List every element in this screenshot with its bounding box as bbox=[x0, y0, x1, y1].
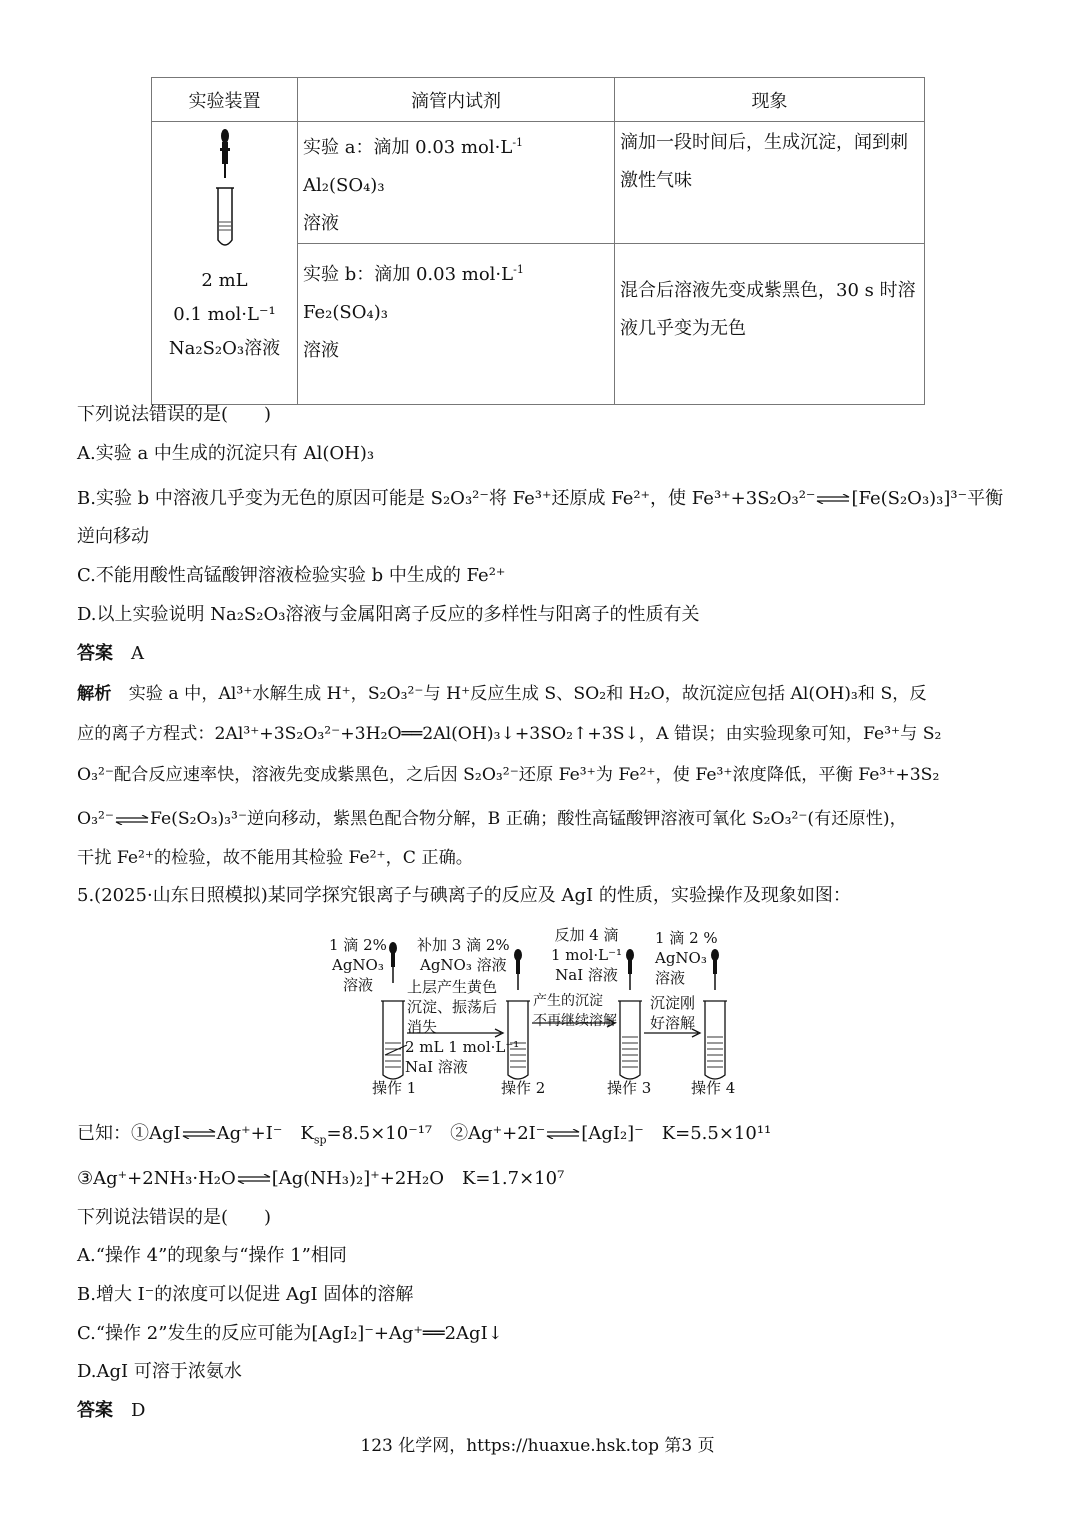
equilibrium-arrow-icon bbox=[114, 815, 150, 825]
op3-label: 操作 3 bbox=[607, 1079, 652, 1097]
table-header: 现象 bbox=[615, 78, 925, 122]
reagent-cell-b: 实验 b：滴加 0.03 $mol\cdot L^{-1}$ Fe₂(SO₄)₃ 溶液 bbox=[298, 244, 615, 405]
drop4-label: 1 滴 2 % AgNO₃ 溶液 bbox=[655, 929, 718, 987]
arrow1-label: 上层产生黄色 沉淀、振荡后 消失 bbox=[407, 978, 498, 1036]
experiment-table bbox=[151, 77, 925, 405]
equilibrium-arrow-icon bbox=[545, 1129, 581, 1139]
op1-label: 操作 1 bbox=[372, 1079, 417, 1097]
reagent-cell-a: 实验 a：滴加 0.03 $mol\cdot L^{-1}$ Al₂(SO₄)₃ 溶液 bbox=[298, 122, 615, 244]
apparatus-cell bbox=[152, 122, 298, 405]
q5-stem: 5.(2025·山东日照模拟)某同学探究银离子与碘离子的反应及 AgI 的性质，实验操作及现象如图： bbox=[77, 885, 851, 906]
phenomenon-cell-a: 滴加一段时间后，生成沉淀，闻到刺激性气味 bbox=[615, 122, 925, 244]
q5-figure bbox=[325, 925, 755, 1100]
table-header: 实验装置 bbox=[152, 78, 298, 122]
equilibrium-arrow-icon bbox=[181, 1129, 217, 1139]
q4-analysis-line5: 干扰 Fe²⁺的检验，故不能用其检验 Fe²⁺，C 正确。 bbox=[77, 848, 473, 868]
page-footer: 123 化学网，https://huaxue.hsk.top 第3 页 bbox=[360, 1436, 715, 1456]
q5-stem2: 下列说法错误的是( ) bbox=[77, 1207, 272, 1228]
q5-option-b: B.增大 I⁻的浓度可以促进 AgI 固体的溶解 bbox=[77, 1284, 414, 1305]
q4-option-c: C.不能用酸性高锰酸钾溶液检验实验 b 中生成的 Fe²⁺ bbox=[77, 565, 506, 586]
equilibrium-arrow-icon bbox=[815, 494, 851, 504]
drop3-label: 反加 4 滴 1 mol·L⁻¹ NaI 溶液 bbox=[551, 926, 623, 984]
q5-known-2: ③Ag⁺+2NH₃·H₂O [Ag(NH₃)₂]⁺+2H₂O K=1.7×10⁷ bbox=[77, 1168, 565, 1189]
q4-option-d: D.以上实验说明 Na₂S₂O₃溶液与金属阳离子反应的多样性与阳离子的性质有关 bbox=[77, 604, 700, 625]
q5-option-a: A.“操作 4”的现象与“操作 1”相同 bbox=[77, 1245, 347, 1266]
op2-label: 操作 2 bbox=[501, 1079, 546, 1097]
phenomenon-cell-b: 混合后溶液先变成紫黑色，30 s 时溶液几乎变为无色 bbox=[615, 244, 925, 405]
q5-option-c: C.“操作 2”发生的反应可能为[AgI₂]⁻+Ag⁺══2AgI↓ bbox=[77, 1323, 503, 1344]
q4-option-b: B.实验 b 中溶液几乎变为无色的原因可能是 S₂O₃²⁻将 Fe³⁺还原成 Fe²⁺，使 Fe³⁺+3S₂O₃²⁻ [Fe(S₂O₃)₃]³⁻平衡 bbox=[77, 488, 1004, 509]
dropper-tube-icon bbox=[205, 126, 245, 250]
q4-option-b-cont: 逆向移动 bbox=[77, 526, 149, 547]
q4-option-a: A.实验 a 中生成的沉淀只有 Al(OH)₃ bbox=[77, 443, 375, 464]
q5-option-d: D.AgI 可溶于浓氨水 bbox=[77, 1361, 242, 1382]
q5-answer: 答案 D bbox=[77, 1400, 146, 1421]
apparatus-volume: 2 mL bbox=[201, 270, 248, 291]
q5-known-1: 已知：①AgI Ag⁺+I⁻ $K_{sp}=8.5\times 10^{-17}$ ②Ag⁺+2I⁻ [AgI₂]⁻ K=5.5×10¹¹ bbox=[77, 1123, 772, 1147]
arrow2-label: 产生的沉淀 不再继续溶解 bbox=[533, 993, 617, 1029]
arrow3-label: 沉淀刚 好溶解 bbox=[650, 994, 696, 1032]
q4-answer: 答案 A bbox=[77, 643, 144, 664]
drop1-label: 1 滴 2% AgNO₃ 溶液 bbox=[329, 936, 387, 994]
apparatus-solution: Na₂S₂O₃溶液 bbox=[168, 338, 281, 359]
q4-analysis-line3: O₃²⁻配合反应速率快，溶液先变成紫黑色，之后因 S₂O₃²⁻还原 Fe³⁺为 Fe²⁺，使 Fe³⁺浓度降低，平衡 Fe³⁺+3S₂ bbox=[77, 765, 940, 785]
q4-analysis-line2: 应的离子方程式：2Al³⁺+3S₂O₃²⁻+3H₂O══2Al(OH)₃↓+3SO₂↑+3S↓，A 错误；由实验现象可知，Fe³⁺与 S₂ bbox=[77, 724, 942, 744]
q4-stem: 下列说法错误的是( ) bbox=[77, 404, 272, 425]
table-header: 滴管内试剂 bbox=[298, 78, 615, 122]
q4-analysis-line1: 解析 实验 a 中，Al³⁺水解生成 H⁺，S₂O₃²⁻与 H⁺反应生成 S、SO₂和 H₂O，故沉淀应包括 Al(OH)₃和 S，反 bbox=[77, 684, 927, 704]
q4-analysis-line4: O₃²⁻ Fe(S₂O₃)₃³⁻逆向移动，紫黑色配合物分解，B 正确；酸性高锰酸钾溶液可氧化 S₂O₃²⁻(有还原性)， bbox=[77, 809, 907, 829]
drop2-label: 补加 3 滴 2% AgNO₃ 溶液 bbox=[417, 936, 510, 974]
apparatus-conc: 0.1 mol·L⁻¹ bbox=[173, 304, 276, 325]
equilibrium-arrow-icon bbox=[236, 1174, 272, 1184]
tube1-label: 2 mL 1 mol·L⁻¹ NaI 溶液 bbox=[405, 1038, 520, 1076]
op4-label: 操作 4 bbox=[691, 1079, 736, 1097]
